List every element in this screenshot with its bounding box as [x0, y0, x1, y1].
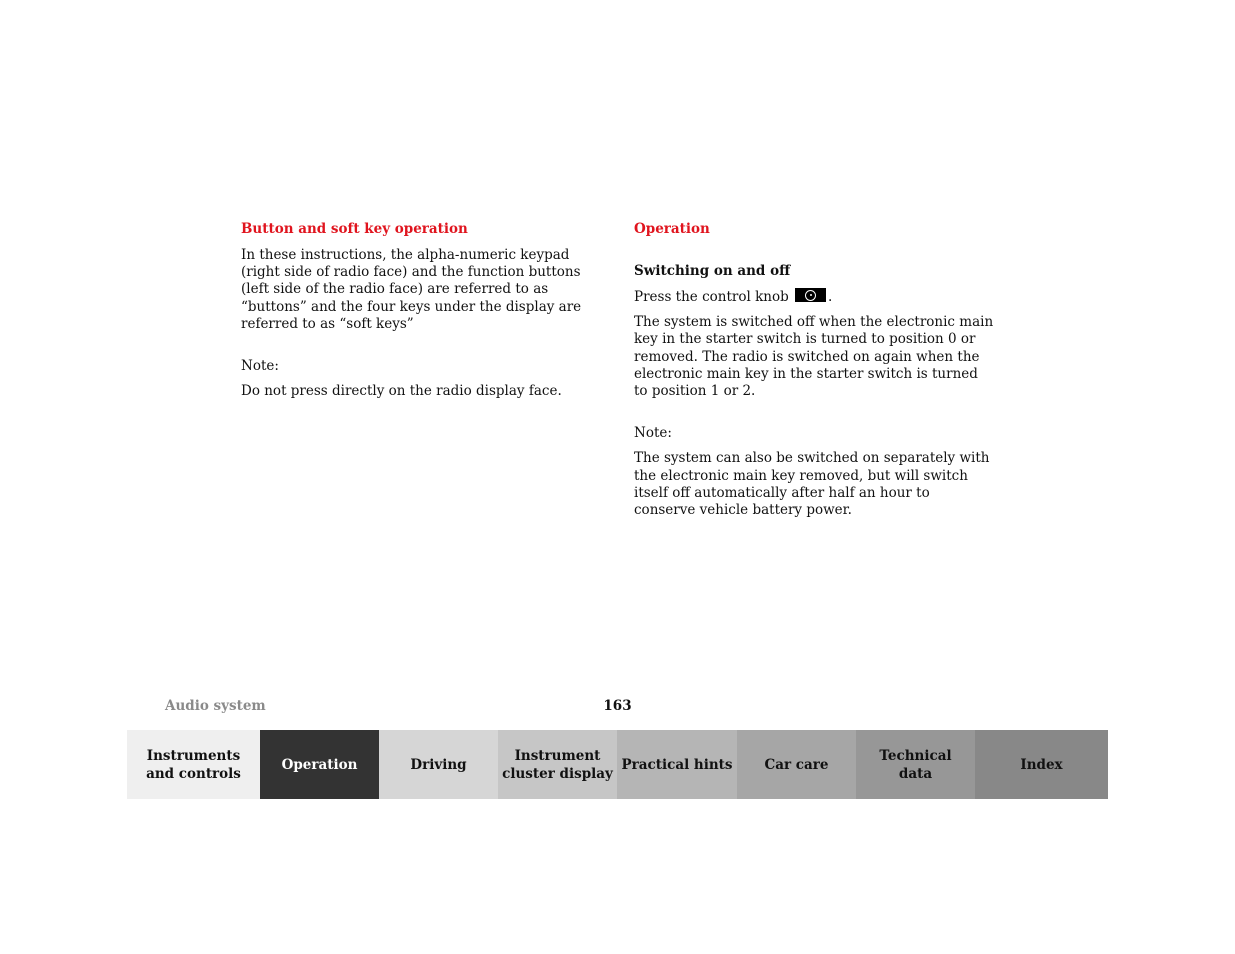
tab-instrument-cluster-display[interactable]: [498, 730, 617, 799]
press-knob-text: Press the control knob: [634, 289, 789, 305]
page-number: 163: [603, 698, 632, 714]
note-text: The system can also be switched on separately with the electronic main key removed, but will switch itself off automatically after half an hour to conserve vehicle battery power.: [634, 450, 990, 519]
tab-instruments-and-controls[interactable]: [127, 730, 260, 799]
tab-label: Instrument cluster display: [502, 747, 613, 782]
press-knob-suffix: .: [828, 289, 833, 305]
section-heading-operation: Operation: [634, 221, 710, 237]
tab-label: Driving: [410, 756, 467, 773]
switch-off-paragraph: The system is switched off when the electronic main key in the starter switch is turned to position 0 or removed. The radio is switched on again when the electronic main key in the starter switch is turned to position 1 or 2.: [634, 314, 994, 400]
tab-driving[interactable]: [379, 730, 498, 799]
tab-label: Operation: [281, 756, 358, 773]
section-heading-button-operation: Button and soft key operation: [241, 221, 468, 237]
note-label: Note:: [634, 425, 672, 442]
tab-technical-data[interactable]: [856, 730, 975, 799]
tab-label: Car care: [764, 756, 829, 773]
power-knob-icon: [795, 288, 826, 302]
tab-operation[interactable]: [260, 730, 379, 799]
note-text: Do not press directly on the radio display face.: [241, 383, 562, 400]
tab-label: Practical hints: [621, 756, 733, 773]
tab-index[interactable]: [975, 730, 1108, 799]
tab-label: Index: [1020, 756, 1063, 773]
tab-practical-hints[interactable]: [617, 730, 737, 799]
tab-label: Instruments and controls: [146, 747, 241, 782]
tab-car-care[interactable]: [737, 730, 856, 799]
tab-label: Technical data: [879, 747, 952, 782]
intro-paragraph: In these instructions, the alpha-numeric keypad (right side of radio face) and the function buttons (left side of the radio face) are referred to as “buttons” and the four keys under the display are referred to as “soft keys”: [241, 247, 582, 332]
footer-section-title: Audio system: [165, 698, 266, 714]
left-column: [241, 219, 601, 408]
right-column: [634, 219, 994, 527]
press-knob-instruction: [634, 288, 994, 306]
note-label: Note:: [241, 358, 279, 375]
chapter-tab-bar: [127, 730, 1108, 799]
subheading-switching: Switching on and off: [634, 263, 791, 279]
